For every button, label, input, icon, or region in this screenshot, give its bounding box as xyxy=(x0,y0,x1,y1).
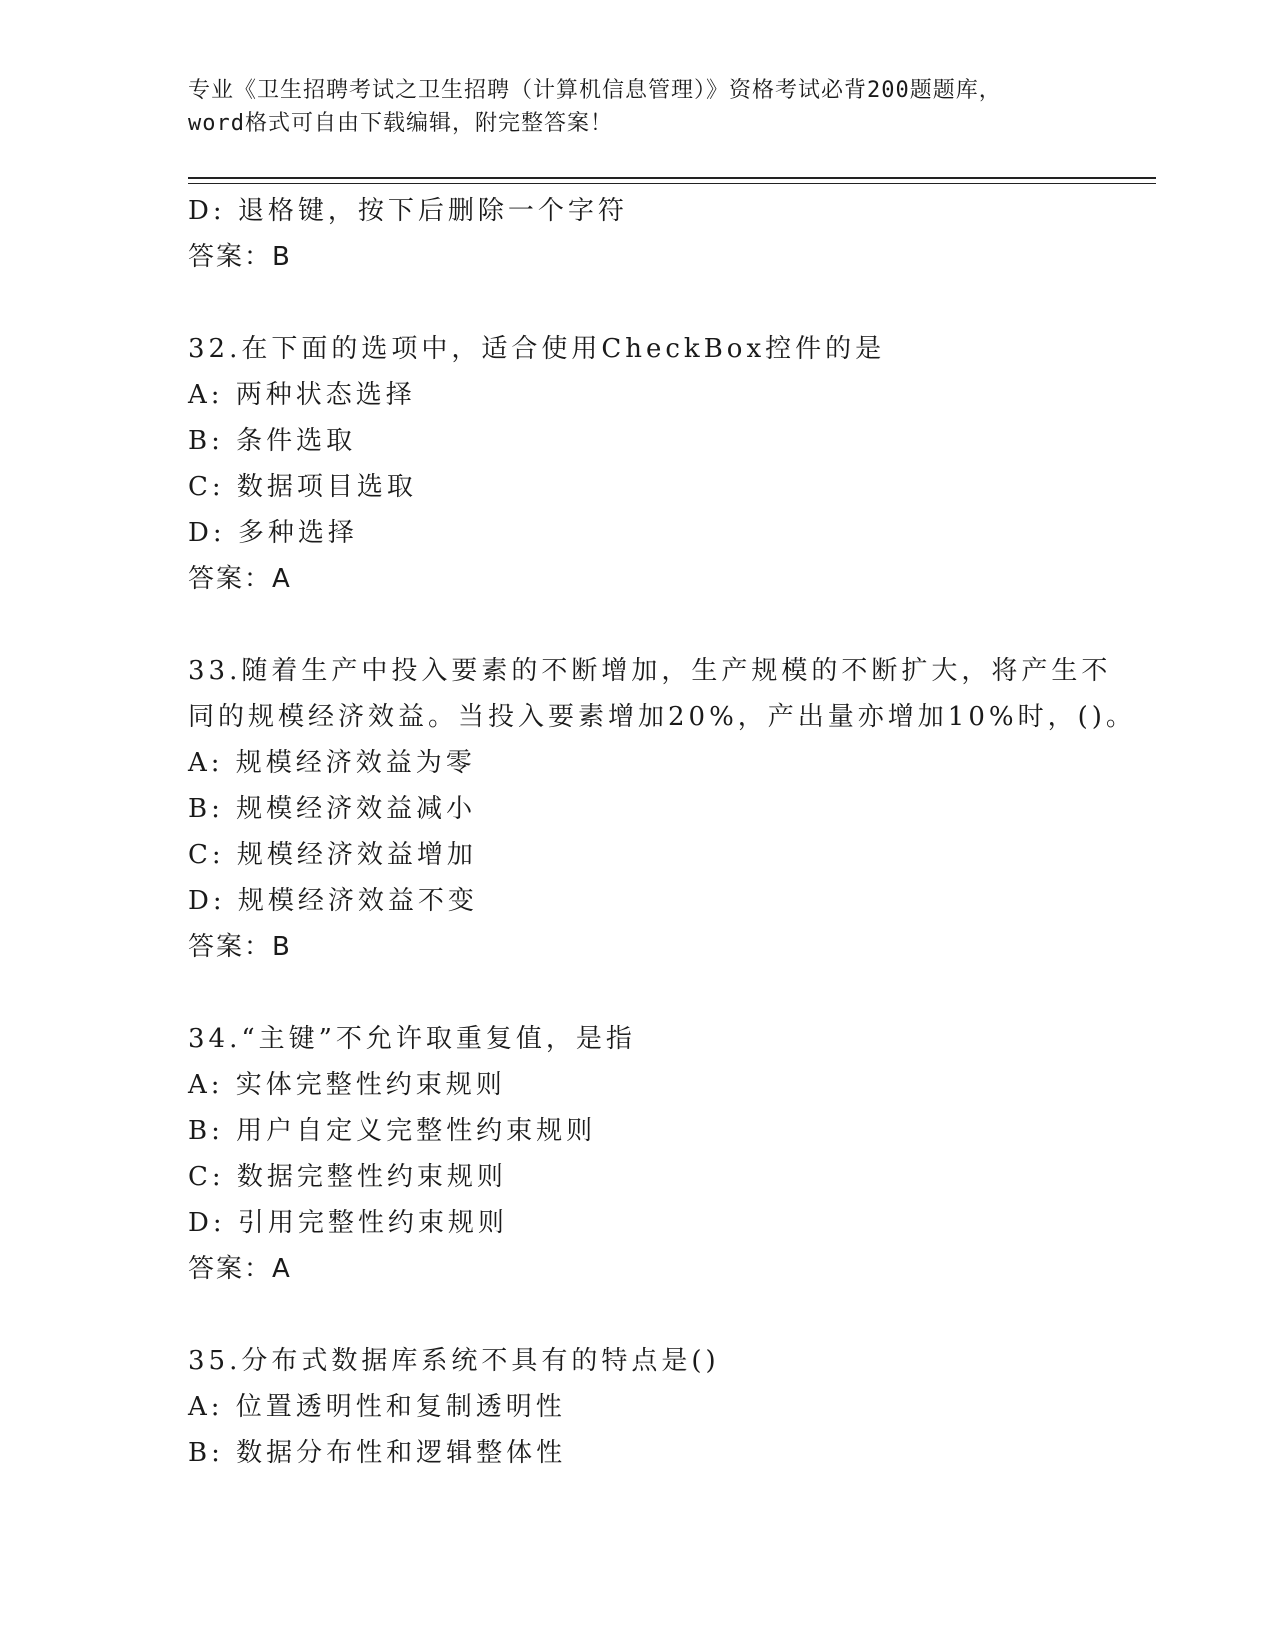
header-line-1: 专业《卫生招聘考试之卫生招聘（计算机信息管理）》资格考试必背200题题库， xyxy=(188,78,1002,103)
answer-line: 答案：A xyxy=(188,1254,292,1284)
question-33 xyxy=(188,648,1136,970)
question-stem: 33.随着生产中投入要素的不断增加，生产规模的不断扩大，将产生不 xyxy=(188,656,1112,686)
question-stem: 35.分布式数据库系统不具有的特点是() xyxy=(188,1346,720,1376)
answer-line: 答案：B xyxy=(188,932,292,962)
option-c: C: 数据项目选取 xyxy=(188,472,417,502)
spacer xyxy=(188,602,1088,648)
answer-line: 答案：A xyxy=(188,564,292,594)
option-a: A: 两种状态选择 xyxy=(188,380,416,410)
answer-line: 答案：B xyxy=(188,242,292,272)
option-c: C: 规模经济效益增加 xyxy=(188,840,477,870)
header-line-2: word格式可自由下载编辑，附完整答案！ xyxy=(188,111,613,136)
option-a: A: 规模经济效益为零 xyxy=(188,748,476,778)
question-list xyxy=(188,188,1136,1476)
option-b: B: 用户自定义完整性约束规则 xyxy=(188,1116,597,1146)
document-header xyxy=(188,74,1108,140)
question-stem: 32.在下面的选项中，适合使用CheckBox控件的是 xyxy=(188,334,886,364)
option-d: D: 引用完整性约束规则 xyxy=(188,1208,508,1238)
question-stem: 34.“主键”不允许取重复值，是指 xyxy=(188,1024,636,1054)
option-d: D: 多种选择 xyxy=(188,518,358,548)
header-rule-top xyxy=(188,177,1156,179)
question-32 xyxy=(188,326,1088,602)
option-a: A: 实体完整性约束规则 xyxy=(188,1070,506,1100)
spacer xyxy=(188,1292,1088,1338)
option-b: B: 条件选取 xyxy=(188,426,357,456)
option-b: B: 数据分布性和逻辑整体性 xyxy=(188,1438,567,1468)
option-b: B: 规模经济效益减小 xyxy=(188,794,477,824)
header-rule-bottom xyxy=(188,183,1156,184)
question-35 xyxy=(188,1338,1088,1476)
option-d: D: 规模经济效益不变 xyxy=(188,886,478,916)
question-31-tail xyxy=(188,188,1088,280)
spacer xyxy=(188,280,1088,326)
question-stem-continued: 同的规模经济效益。当投入要素增加20%，产出量亦增加10%时，()。 xyxy=(188,702,1136,732)
question-34 xyxy=(188,1016,1088,1292)
option-d: D: 退格键，按下后删除一个字符 xyxy=(188,196,628,226)
spacer xyxy=(188,970,1088,1016)
option-c: C: 数据完整性约束规则 xyxy=(188,1162,507,1192)
option-a: A: 位置透明性和复制透明性 xyxy=(188,1392,566,1422)
